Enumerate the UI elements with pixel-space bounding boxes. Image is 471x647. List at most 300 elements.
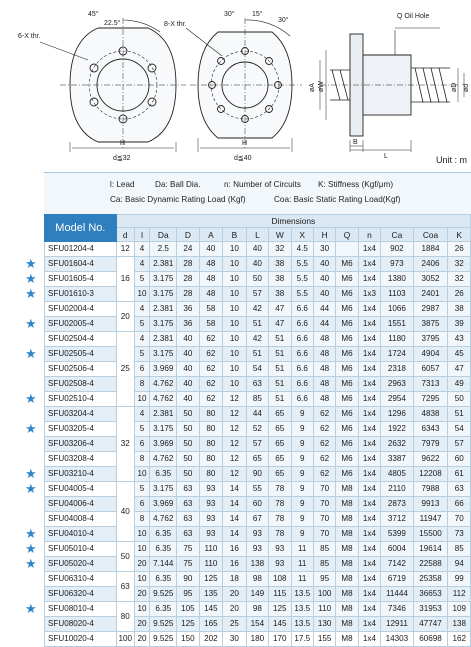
value-cell-k: 109 bbox=[448, 602, 471, 617]
spec-table-body bbox=[45, 242, 471, 647]
dimensions-header: Dimensions bbox=[116, 215, 470, 228]
star-icon: ★ bbox=[25, 466, 37, 481]
model-cell: SFU03208-4 bbox=[45, 452, 117, 467]
value-cell-b: 14 bbox=[223, 497, 247, 512]
value-cell-k: 39 bbox=[448, 317, 471, 332]
value-cell-h: 130 bbox=[313, 617, 335, 632]
value-cell-l: 10 bbox=[134, 602, 150, 617]
value-cell-da: 6.35 bbox=[150, 572, 177, 587]
column-header-x: X bbox=[291, 228, 313, 242]
value-cell-coa: 6343 bbox=[413, 422, 448, 437]
value-cell-x: 6.6 bbox=[291, 377, 313, 392]
column-header-n: n bbox=[358, 228, 380, 242]
table-row bbox=[45, 497, 471, 512]
value-cell-d: 63 bbox=[177, 497, 199, 512]
value-cell-l: 85 bbox=[246, 392, 268, 407]
table-row bbox=[45, 407, 471, 422]
value-cell-k: 162 bbox=[448, 632, 471, 647]
table-row bbox=[45, 572, 471, 587]
value-cell-k: 57 bbox=[448, 437, 471, 452]
table-row bbox=[45, 527, 471, 542]
value-cell-l: 20 bbox=[134, 617, 150, 632]
model-cell: SFU01610-3 bbox=[45, 287, 117, 302]
model-cell: SFU06320-4 bbox=[45, 587, 117, 602]
value-cell-n: 1x4 bbox=[358, 587, 380, 602]
value-cell-l: 10 bbox=[134, 572, 150, 587]
model-cell: SFU08020-4 bbox=[45, 617, 117, 632]
value-cell-d: 36 bbox=[177, 317, 199, 332]
value-cell-h: 62 bbox=[313, 467, 335, 482]
value-cell-x: 13.5 bbox=[291, 617, 313, 632]
column-header-h: H bbox=[313, 228, 335, 242]
star-icon: ★ bbox=[25, 271, 37, 286]
label-angle-15: 15° bbox=[252, 11, 263, 18]
value-cell-coa: 3875 bbox=[413, 317, 448, 332]
value-cell-q: M8 bbox=[336, 512, 358, 527]
value-cell-d: 40 bbox=[177, 332, 199, 347]
value-cell-ca: 2632 bbox=[381, 437, 414, 452]
label-h-1: H bbox=[120, 140, 126, 147]
value-cell-coa: 12208 bbox=[413, 467, 448, 482]
value-cell-h: 70 bbox=[313, 497, 335, 512]
label-angle-30b: 30° bbox=[278, 17, 289, 24]
value-cell-n: 1x4 bbox=[358, 422, 380, 437]
value-cell-w: 78 bbox=[269, 512, 291, 527]
value-cell-w: 38 bbox=[269, 257, 291, 272]
value-cell-da: 9.525 bbox=[150, 632, 177, 647]
value-cell-x: 9 bbox=[291, 527, 313, 542]
value-cell-da: 3.175 bbox=[150, 482, 177, 497]
value-cell-da: 2.381 bbox=[150, 332, 177, 347]
value-cell-a: 62 bbox=[199, 347, 223, 362]
value-cell-coa: 1884 bbox=[413, 242, 448, 257]
value-cell-ca: 2318 bbox=[381, 362, 414, 377]
value-cell-da: 3.175 bbox=[150, 272, 177, 287]
value-cell-n: 1x4 bbox=[358, 392, 380, 407]
value-cell-k: 26 bbox=[448, 287, 471, 302]
value-cell-a: 62 bbox=[199, 392, 223, 407]
value-cell-d: 95 bbox=[177, 587, 199, 602]
value-cell-da: 4.762 bbox=[150, 512, 177, 527]
value-cell-coa: 6057 bbox=[413, 362, 448, 377]
value-cell-d: 28 bbox=[177, 287, 199, 302]
value-cell-w: 170 bbox=[269, 632, 291, 647]
value-cell-b: 10 bbox=[223, 242, 247, 257]
value-cell-x: 6.6 bbox=[291, 317, 313, 332]
value-cell-da: 3.969 bbox=[150, 497, 177, 512]
value-cell-ca: 1380 bbox=[381, 272, 414, 287]
table-row bbox=[45, 452, 471, 467]
label-phi-a: øA bbox=[309, 83, 316, 92]
model-cell: SFU02505-4 bbox=[45, 347, 117, 362]
value-cell-coa: 3052 bbox=[413, 272, 448, 287]
value-cell-d: 150 bbox=[177, 632, 199, 647]
value-cell-d: 50 bbox=[177, 452, 199, 467]
value-cell-n: 1x4 bbox=[358, 497, 380, 512]
table-row bbox=[45, 467, 471, 482]
column-header-w: W bbox=[269, 228, 291, 242]
value-cell-b: 18 bbox=[223, 572, 247, 587]
value-cell-q: M8 bbox=[336, 542, 358, 557]
value-cell-d: 36 bbox=[177, 302, 199, 317]
model-cell: SFU04006-4 bbox=[45, 497, 117, 512]
value-cell-da: 4.762 bbox=[150, 452, 177, 467]
value-cell-coa: 15500 bbox=[413, 527, 448, 542]
value-cell-l: 180 bbox=[246, 632, 268, 647]
label-d-le-40: d≦40 bbox=[234, 155, 252, 162]
value-cell-b: 20 bbox=[223, 602, 247, 617]
value-cell-l: 93 bbox=[246, 542, 268, 557]
value-cell-l: 51 bbox=[246, 317, 268, 332]
value-cell-l: 40 bbox=[246, 242, 268, 257]
value-cell-w: 51 bbox=[269, 392, 291, 407]
model-cell: SFU03204-4 bbox=[45, 407, 117, 422]
value-cell-q: M6 bbox=[336, 347, 358, 362]
shaft-diameter-cell: 32 bbox=[116, 407, 134, 482]
value-cell-ca: 1922 bbox=[381, 422, 414, 437]
value-cell-l: 10 bbox=[134, 527, 150, 542]
shaft-diameter-cell: 20 bbox=[116, 302, 134, 332]
value-cell-ca: 1066 bbox=[381, 302, 414, 317]
value-cell-a: 93 bbox=[199, 497, 223, 512]
value-cell-h: 70 bbox=[313, 527, 335, 542]
value-cell-d: 40 bbox=[177, 377, 199, 392]
value-cell-l: 65 bbox=[246, 452, 268, 467]
value-cell-d: 90 bbox=[177, 572, 199, 587]
value-cell-ca: 1551 bbox=[381, 317, 414, 332]
value-cell-n: 1x4 bbox=[358, 347, 380, 362]
value-cell-w: 78 bbox=[269, 497, 291, 512]
value-cell-l: 138 bbox=[246, 557, 268, 572]
value-cell-x: 9 bbox=[291, 482, 313, 497]
table-row bbox=[45, 332, 471, 347]
value-cell-d: 50 bbox=[177, 467, 199, 482]
value-cell-ca: 3712 bbox=[381, 512, 414, 527]
value-cell-x: 13.5 bbox=[291, 587, 313, 602]
value-cell-w: 78 bbox=[269, 527, 291, 542]
value-cell-x: 5.5 bbox=[291, 257, 313, 272]
value-cell-a: 80 bbox=[199, 437, 223, 452]
value-cell-da: 3.175 bbox=[150, 347, 177, 362]
value-cell-l: 4 bbox=[134, 332, 150, 347]
value-cell-q: M8 bbox=[336, 497, 358, 512]
value-cell-coa: 60698 bbox=[413, 632, 448, 647]
value-cell-h: 40 bbox=[313, 272, 335, 287]
value-cell-w: 65 bbox=[269, 452, 291, 467]
value-cell-l: 40 bbox=[246, 257, 268, 272]
value-cell-coa: 3795 bbox=[413, 332, 448, 347]
value-cell-l: 10 bbox=[134, 392, 150, 407]
value-cell-d: 63 bbox=[177, 482, 199, 497]
value-cell-d: 28 bbox=[177, 272, 199, 287]
shaft-diameter-cell: 50 bbox=[116, 542, 134, 572]
star-icon: ★ bbox=[25, 541, 37, 556]
value-cell-d: 50 bbox=[177, 437, 199, 452]
value-cell-l: 5 bbox=[134, 482, 150, 497]
value-cell-q: M6 bbox=[336, 377, 358, 392]
value-cell-b: 12 bbox=[223, 422, 247, 437]
value-cell-w: 108 bbox=[269, 572, 291, 587]
value-cell-k: 49 bbox=[448, 377, 471, 392]
column-header-d: d bbox=[116, 228, 134, 242]
value-cell-ca: 1180 bbox=[381, 332, 414, 347]
table-row bbox=[45, 257, 471, 272]
value-cell-l: 50 bbox=[246, 272, 268, 287]
value-cell-ca: 2110 bbox=[381, 482, 414, 497]
value-cell-da: 2.381 bbox=[150, 407, 177, 422]
value-cell-q: M6 bbox=[336, 362, 358, 377]
value-cell-l: 10 bbox=[134, 542, 150, 557]
value-cell-ca: 2963 bbox=[381, 377, 414, 392]
value-cell-a: 93 bbox=[199, 527, 223, 542]
value-cell-l: 5 bbox=[134, 272, 150, 287]
model-cell: SFU03205-4 bbox=[45, 422, 117, 437]
value-cell-coa: 22588 bbox=[413, 557, 448, 572]
value-cell-a: 145 bbox=[199, 602, 223, 617]
value-cell-h: 70 bbox=[313, 482, 335, 497]
value-cell-a: 58 bbox=[199, 302, 223, 317]
value-cell-d: 75 bbox=[177, 542, 199, 557]
value-cell-l: 55 bbox=[246, 482, 268, 497]
model-cell: SFU05010-4 bbox=[45, 542, 117, 557]
value-cell-ca: 5399 bbox=[381, 527, 414, 542]
value-cell-h: 40 bbox=[313, 257, 335, 272]
value-cell-q: M6 bbox=[336, 437, 358, 452]
legend-circuits: n: Number of Circuits bbox=[224, 180, 301, 189]
value-cell-l: 5 bbox=[134, 347, 150, 362]
value-cell-coa: 36653 bbox=[413, 587, 448, 602]
value-cell-ca: 2873 bbox=[381, 497, 414, 512]
value-cell-k: 38 bbox=[448, 302, 471, 317]
column-header-d: D bbox=[177, 228, 199, 242]
value-cell-l: 98 bbox=[246, 602, 268, 617]
value-cell-w: 125 bbox=[269, 602, 291, 617]
value-cell-h: 48 bbox=[313, 392, 335, 407]
value-cell-l: 4 bbox=[134, 257, 150, 272]
value-cell-coa: 25358 bbox=[413, 572, 448, 587]
label-angle-45: 45° bbox=[88, 11, 99, 18]
value-cell-d: 28 bbox=[177, 257, 199, 272]
value-cell-q: M8 bbox=[336, 527, 358, 542]
value-cell-ca: 7346 bbox=[381, 602, 414, 617]
label-phi-w: øW bbox=[318, 81, 325, 92]
column-header-coa: Coa bbox=[413, 228, 448, 242]
label-h-2: H bbox=[242, 140, 248, 147]
value-cell-n: 1x4 bbox=[358, 452, 380, 467]
value-cell-coa: 2406 bbox=[413, 257, 448, 272]
value-cell-da: 7.144 bbox=[150, 557, 177, 572]
value-cell-k: 85 bbox=[448, 542, 471, 557]
value-cell-a: 80 bbox=[199, 422, 223, 437]
shaft-diameter-cell: 16 bbox=[116, 257, 134, 302]
value-cell-ca: 6004 bbox=[381, 542, 414, 557]
value-cell-n: 1x4 bbox=[358, 302, 380, 317]
value-cell-ca: 1103 bbox=[381, 287, 414, 302]
value-cell-k: 43 bbox=[448, 332, 471, 347]
model-cell: SFU01605-4 bbox=[45, 272, 117, 287]
value-cell-a: 80 bbox=[199, 407, 223, 422]
table-row bbox=[45, 392, 471, 407]
model-cell: SFU02508-4 bbox=[45, 377, 117, 392]
value-cell-n: 1x4 bbox=[358, 362, 380, 377]
table-row bbox=[45, 287, 471, 302]
value-cell-da: 2.381 bbox=[150, 257, 177, 272]
value-cell-h: 100 bbox=[313, 587, 335, 602]
value-cell-b: 20 bbox=[223, 587, 247, 602]
star-icon: ★ bbox=[25, 526, 37, 541]
model-cell: SFU04005-4 bbox=[45, 482, 117, 497]
value-cell-l: 149 bbox=[246, 587, 268, 602]
value-cell-da: 3.175 bbox=[150, 317, 177, 332]
column-header-b: B bbox=[223, 228, 247, 242]
value-cell-k: 70 bbox=[448, 512, 471, 527]
value-cell-w: 51 bbox=[269, 377, 291, 392]
value-cell-n: 1x4 bbox=[358, 242, 380, 257]
value-cell-n: 1x4 bbox=[358, 632, 380, 647]
value-cell-b: 30 bbox=[223, 632, 247, 647]
value-cell-a: 165 bbox=[199, 617, 223, 632]
value-cell-b: 12 bbox=[223, 452, 247, 467]
value-cell-l: 8 bbox=[134, 377, 150, 392]
value-cell-coa: 19614 bbox=[413, 542, 448, 557]
value-cell-b: 10 bbox=[223, 272, 247, 287]
value-cell-l: 54 bbox=[246, 362, 268, 377]
value-cell-l: 5 bbox=[134, 317, 150, 332]
star-icon: ★ bbox=[25, 556, 37, 571]
value-cell-h: 62 bbox=[313, 422, 335, 437]
column-header-k: K bbox=[448, 228, 471, 242]
value-cell-x: 6.6 bbox=[291, 392, 313, 407]
value-cell-d: 75 bbox=[177, 557, 199, 572]
value-cell-n: 1x4 bbox=[358, 377, 380, 392]
value-cell-coa: 7979 bbox=[413, 437, 448, 452]
value-cell-h: 44 bbox=[313, 302, 335, 317]
value-cell-h: 70 bbox=[313, 512, 335, 527]
model-cell: SFU03206-4 bbox=[45, 437, 117, 452]
value-cell-coa: 4838 bbox=[413, 407, 448, 422]
value-cell-k: 63 bbox=[448, 482, 471, 497]
value-cell-w: 51 bbox=[269, 347, 291, 362]
value-cell-d: 105 bbox=[177, 602, 199, 617]
table-row bbox=[45, 557, 471, 572]
value-cell-da: 6.35 bbox=[150, 602, 177, 617]
value-cell-x: 9 bbox=[291, 452, 313, 467]
value-cell-l: 60 bbox=[246, 497, 268, 512]
value-cell-l: 20 bbox=[134, 557, 150, 572]
value-cell-d: 63 bbox=[177, 512, 199, 527]
value-cell-k: 138 bbox=[448, 617, 471, 632]
value-cell-da: 2.381 bbox=[150, 302, 177, 317]
value-cell-h: 110 bbox=[313, 602, 335, 617]
value-cell-da: 3.969 bbox=[150, 437, 177, 452]
value-cell-k: 61 bbox=[448, 467, 471, 482]
legend-lead: l: Lead bbox=[110, 180, 135, 189]
value-cell-x: 5.5 bbox=[291, 287, 313, 302]
value-cell-h: 40 bbox=[313, 287, 335, 302]
value-cell-h: 48 bbox=[313, 347, 335, 362]
value-cell-x: 6.6 bbox=[291, 332, 313, 347]
model-cell: SFU05020-4 bbox=[45, 557, 117, 572]
table-row bbox=[45, 482, 471, 497]
value-cell-q: M8 bbox=[336, 632, 358, 647]
star-icon: ★ bbox=[25, 346, 37, 361]
value-cell-w: 115 bbox=[269, 587, 291, 602]
value-cell-k: 50 bbox=[448, 392, 471, 407]
label-d-le-32: d≦32 bbox=[113, 155, 131, 162]
table-row bbox=[45, 272, 471, 287]
value-cell-q: M8 bbox=[336, 572, 358, 587]
value-cell-a: 48 bbox=[199, 257, 223, 272]
value-cell-q: M6 bbox=[336, 332, 358, 347]
model-cell: SFU02506-4 bbox=[45, 362, 117, 377]
value-cell-k: 45 bbox=[448, 347, 471, 362]
star-icon: ★ bbox=[25, 421, 37, 436]
value-cell-b: 10 bbox=[223, 257, 247, 272]
value-cell-n: 1x4 bbox=[358, 407, 380, 422]
shaft-diameter-cell: 80 bbox=[116, 602, 134, 632]
value-cell-coa: 2987 bbox=[413, 302, 448, 317]
value-cell-n: 1x4 bbox=[358, 512, 380, 527]
value-cell-d: 24 bbox=[177, 242, 199, 257]
value-cell-x: 17.5 bbox=[291, 632, 313, 647]
value-cell-q: M8 bbox=[336, 587, 358, 602]
value-cell-ca: 1724 bbox=[381, 347, 414, 362]
value-cell-k: 32 bbox=[448, 272, 471, 287]
value-cell-coa: 4904 bbox=[413, 347, 448, 362]
value-cell-d: 40 bbox=[177, 362, 199, 377]
value-cell-coa: 7295 bbox=[413, 392, 448, 407]
value-cell-b: 10 bbox=[223, 287, 247, 302]
value-cell-da: 3.175 bbox=[150, 287, 177, 302]
value-cell-ca: 3387 bbox=[381, 452, 414, 467]
table-row bbox=[45, 242, 471, 257]
value-cell-d: 50 bbox=[177, 422, 199, 437]
value-cell-k: 66 bbox=[448, 497, 471, 512]
column-header-a: A bbox=[199, 228, 223, 242]
value-cell-da: 3.175 bbox=[150, 422, 177, 437]
value-cell-x: 9 bbox=[291, 467, 313, 482]
label-phi-d-outer: øD bbox=[451, 82, 458, 92]
value-cell-q: M8 bbox=[336, 602, 358, 617]
value-cell-w: 65 bbox=[269, 437, 291, 452]
value-cell-ca: 12911 bbox=[381, 617, 414, 632]
value-cell-q bbox=[336, 242, 358, 257]
star-icon: ★ bbox=[25, 601, 37, 616]
column-header-l: l bbox=[134, 228, 150, 242]
value-cell-n: 1x4 bbox=[358, 482, 380, 497]
value-cell-l: 8 bbox=[134, 512, 150, 527]
value-cell-h: 62 bbox=[313, 452, 335, 467]
value-cell-h: 62 bbox=[313, 437, 335, 452]
model-cell: SFU06310-4 bbox=[45, 572, 117, 587]
table-row bbox=[45, 302, 471, 317]
value-cell-coa: 11947 bbox=[413, 512, 448, 527]
model-cell: SFU10020-4 bbox=[45, 632, 117, 647]
value-cell-n: 1x4 bbox=[358, 272, 380, 287]
value-cell-n: 1x4 bbox=[358, 437, 380, 452]
value-cell-x: 13.5 bbox=[291, 602, 313, 617]
value-cell-b: 12 bbox=[223, 407, 247, 422]
value-cell-n: 1x4 bbox=[358, 317, 380, 332]
label-b: B bbox=[353, 139, 358, 146]
table-row bbox=[45, 437, 471, 452]
table-row bbox=[45, 602, 471, 617]
value-cell-n: 1x4 bbox=[358, 257, 380, 272]
value-cell-h: 85 bbox=[313, 542, 335, 557]
value-cell-coa: 9622 bbox=[413, 452, 448, 467]
value-cell-l: 6 bbox=[134, 362, 150, 377]
value-cell-ca: 2954 bbox=[381, 392, 414, 407]
